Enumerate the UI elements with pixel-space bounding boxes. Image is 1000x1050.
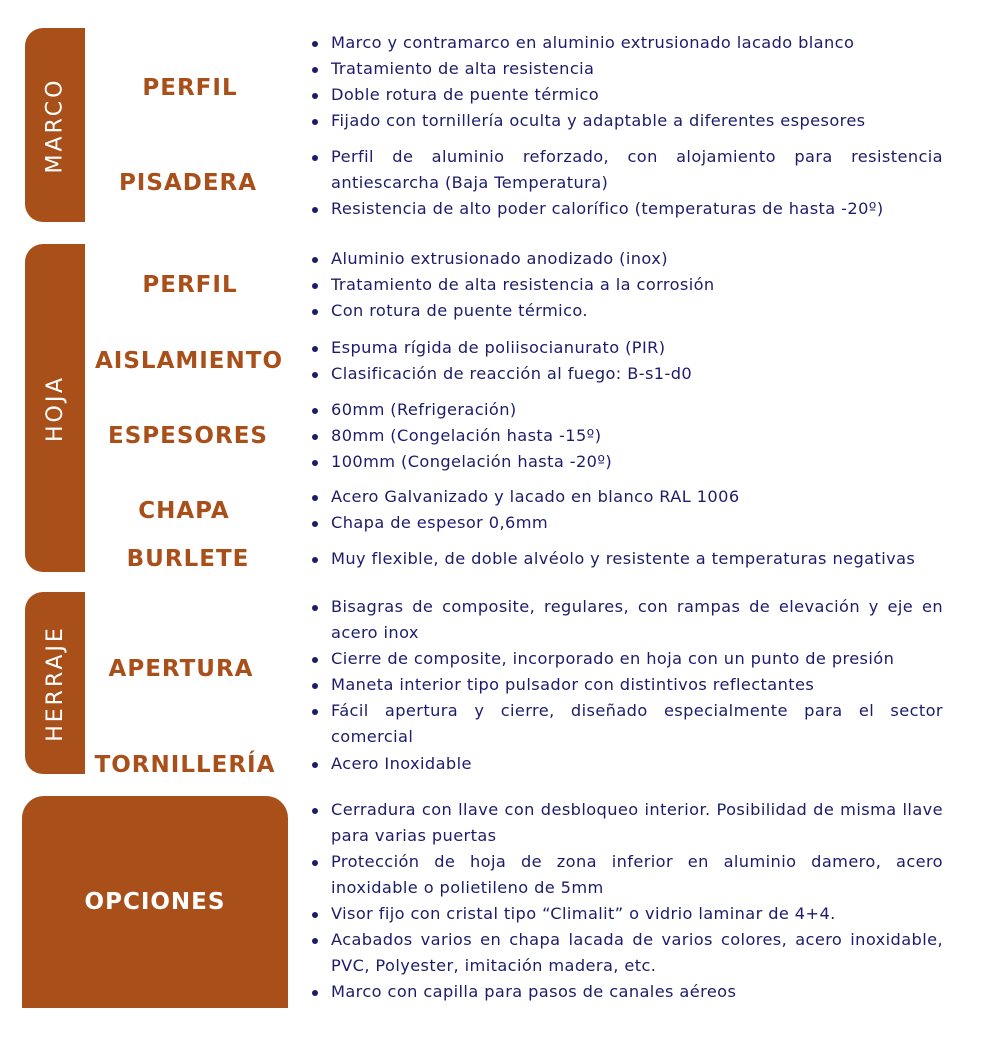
group-label-hoja-burlete: BURLETE xyxy=(126,546,250,572)
group-label-herraje-apertura: APERTURA xyxy=(108,656,254,682)
group-label-hoja-chapa: CHAPA xyxy=(138,498,230,524)
bullet-list-marco-perfil xyxy=(310,30,943,134)
list-item: Visor fijo con cristal tipo “Climalit” o vidrio laminar de 4+4. xyxy=(310,901,943,927)
section-title-herraje: HERRAJE xyxy=(42,624,68,742)
group-label-hoja-espesores: ESPESORES xyxy=(108,423,268,449)
list-item: Maneta interior tipo pulsador con distintivos reflectantes xyxy=(310,672,943,698)
list-item: Tratamiento de alta resistencia xyxy=(310,56,943,82)
list-item: Fácil apertura y cierre, diseñado especialmente para el sector comercial xyxy=(310,698,943,750)
section-title-hoja: HOJA xyxy=(42,374,68,442)
section-tab-marco xyxy=(25,28,85,222)
list-item: Resistencia de alto poder calorífico (temperaturas de hasta -20º) xyxy=(310,196,943,222)
list-item: Fijado con tornillería oculta y adaptable a diferentes espesores xyxy=(310,108,943,134)
list-item: Acero Inoxidable xyxy=(310,751,943,777)
section-tab-hoja xyxy=(25,244,85,572)
list-item: Marco con capilla para pasos de canales aéreos xyxy=(310,979,943,1005)
list-item: Acero Galvanizado y lacado en blanco RAL 1006 xyxy=(310,484,943,510)
list-item: Chapa de espesor 0,6mm xyxy=(310,510,943,536)
list-item: Cierre de composite, incorporado en hoja con un punto de presión xyxy=(310,646,943,672)
bullet-list-marco-pisadera xyxy=(310,144,943,222)
list-item: Con rotura de puente térmico. xyxy=(310,298,943,324)
list-item: Bisagras de composite, regulares, con rampas de elevación y eje en acero inox xyxy=(310,594,943,646)
group-label-marco-perfil: PERFIL xyxy=(142,75,238,101)
group-label-hoja-perfil: PERFIL xyxy=(142,272,238,298)
bullet-list-hoja-perfil xyxy=(310,246,943,324)
list-item: Marco y contramarco en aluminio extrusionado lacado blanco xyxy=(310,30,943,56)
list-item: 100mm (Congelación hasta -20º) xyxy=(310,449,943,475)
list-item: Acabados varios en chapa lacada de varios colores, acero inoxidable, PVC, Polyester, imitación madera, etc. xyxy=(310,927,943,979)
section-tab-opciones xyxy=(22,796,288,1008)
list-item: Cerradura con llave con desbloqueo interior. Posibilidad de misma llave para varias puertas xyxy=(310,797,943,849)
list-item: Perfil de aluminio reforzado, con alojamiento para resistencia antiescarcha (Baja Temperatura) xyxy=(310,144,943,196)
list-item: Aluminio extrusionado anodizado (inox) xyxy=(310,246,943,272)
section-tab-herraje xyxy=(25,592,85,774)
bullet-list-hoja-aislamiento xyxy=(310,335,943,387)
group-label-herraje-tornilleria: TORNILLERÍA xyxy=(94,752,276,778)
list-item: 60mm (Refrigeración) xyxy=(310,397,943,423)
list-item: Clasificación de reacción al fuego: B-s1-d0 xyxy=(310,361,943,387)
list-item: Muy flexible, de doble alvéolo y resistente a temperaturas negativas xyxy=(310,546,943,572)
list-item: Doble rotura de puente térmico xyxy=(310,82,943,108)
bullet-list-hoja-espesores xyxy=(310,397,943,475)
bullet-list-opciones xyxy=(310,797,943,1005)
group-label-marco-pisadera: PISADERA xyxy=(118,170,258,196)
bullet-list-hoja-chapa xyxy=(310,484,943,536)
list-item: Tratamiento de alta resistencia a la corrosión xyxy=(310,272,943,298)
list-item: Espuma rígida de poliisocianurato (PIR) xyxy=(310,335,943,361)
section-title-marco: MARCO xyxy=(42,77,68,173)
bullet-list-hoja-burlete xyxy=(310,546,943,572)
bullet-list-herraje-apertura xyxy=(310,594,943,750)
bullet-list-herraje-tornilleria xyxy=(310,751,943,777)
list-item: 80mm (Congelación hasta -15º) xyxy=(310,423,943,449)
list-item: Protección de hoja de zona inferior en aluminio damero, acero inoxidable o polietileno de 5mm xyxy=(310,849,943,901)
section-title-opciones: OPCIONES xyxy=(84,889,226,915)
group-label-hoja-aislamiento: AISLAMIENTO xyxy=(94,348,284,374)
